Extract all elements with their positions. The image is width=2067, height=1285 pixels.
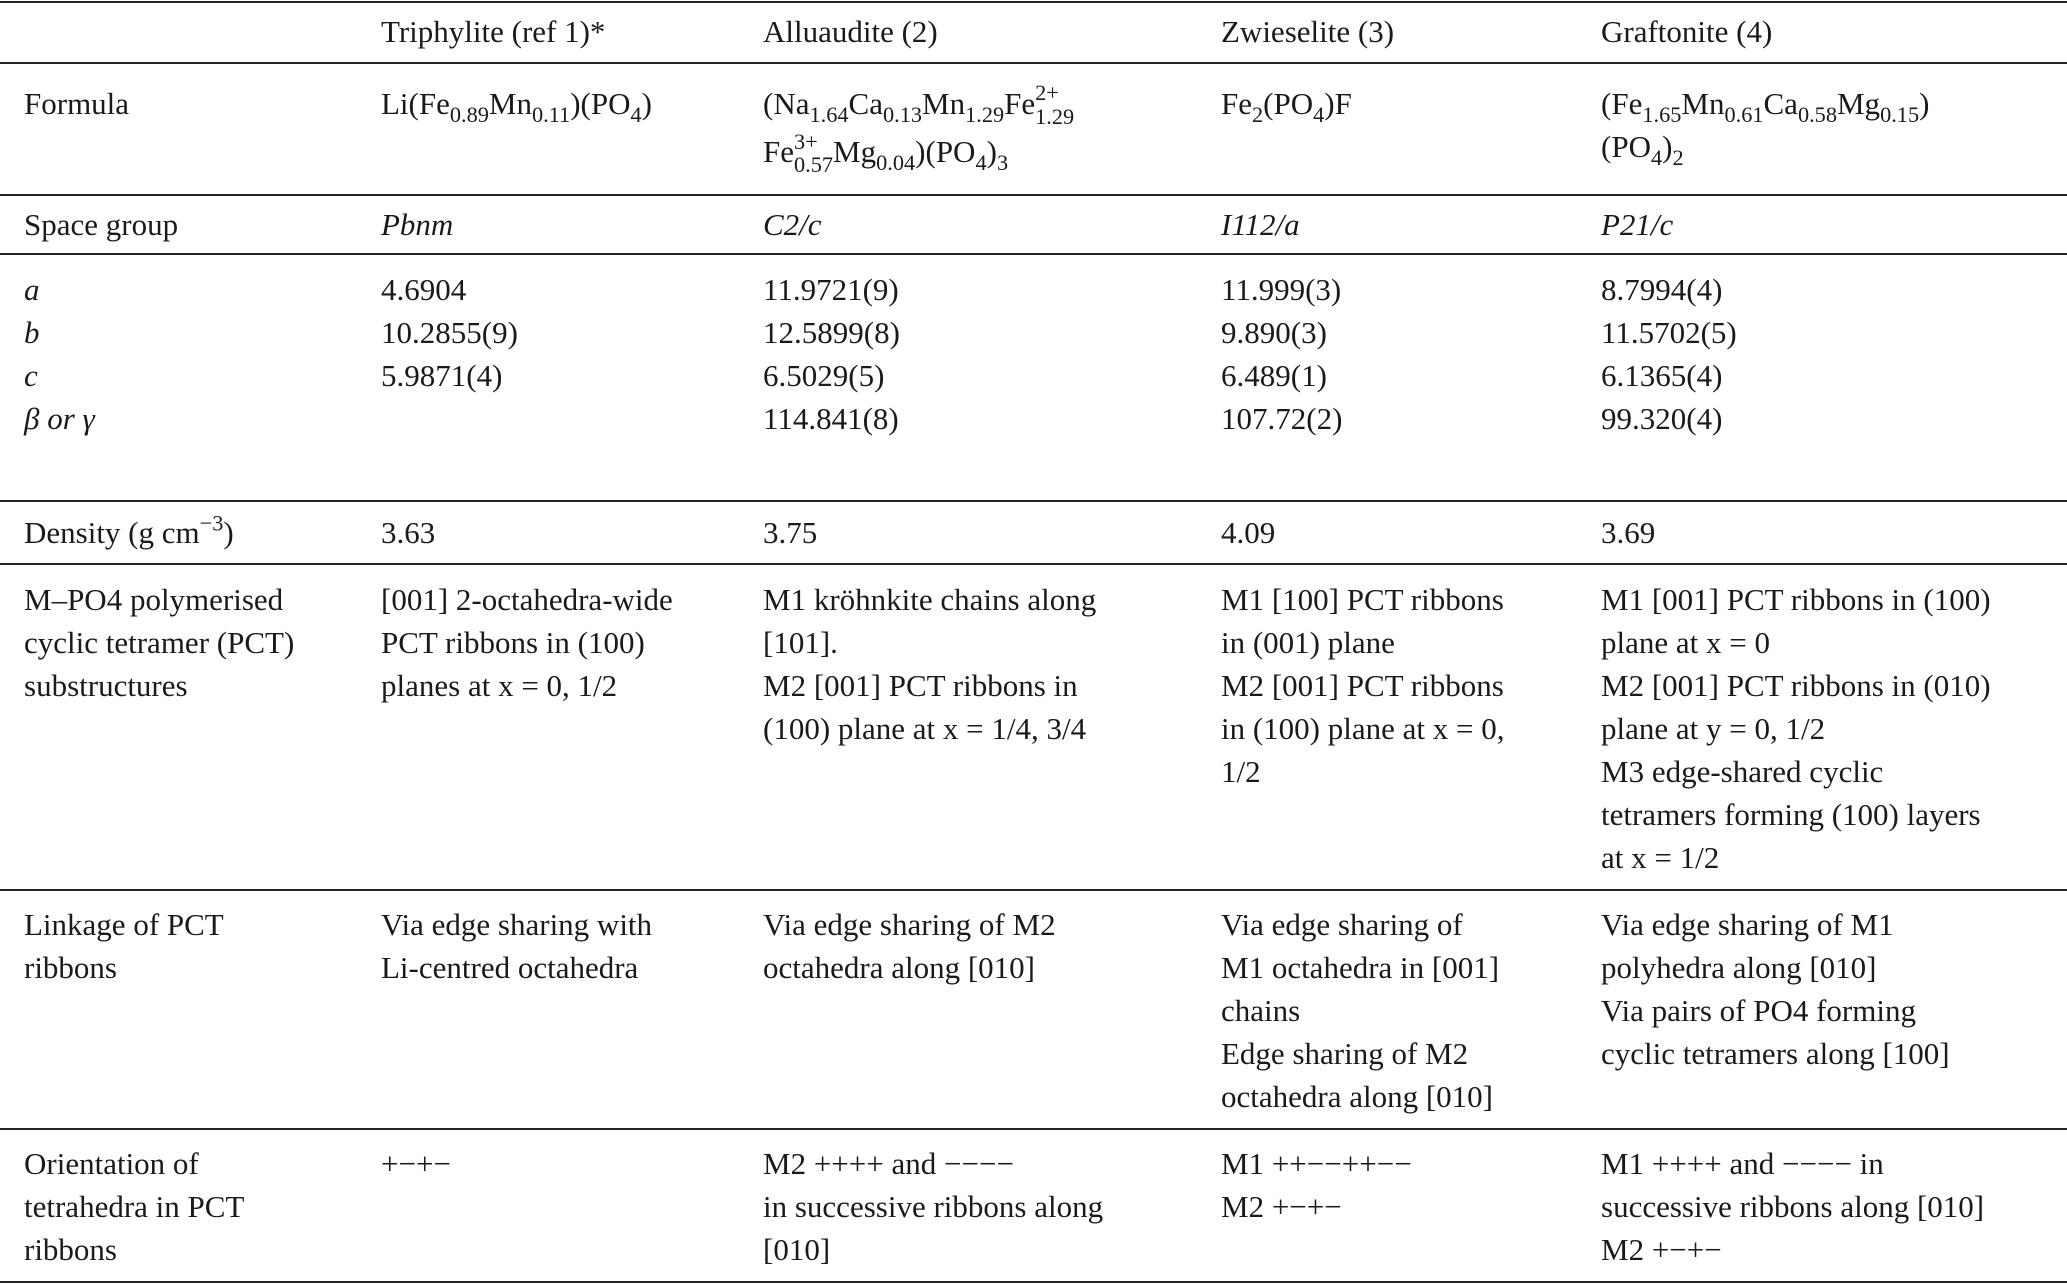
pct-label: M–PO4 polymerised cyclic tetramer (PCT) substructures: [24, 582, 295, 703]
orientation-graftonite: M1 ++++ and −−−− in successive ribbons along [010] M2 +−+−: [1601, 1146, 1985, 1267]
cell-params-zwieselite: 11.999(3) 9.890(3) 6.489(1) 107.72(2): [1221, 272, 1343, 436]
header-triphylite: Triphylite (ref 1)*: [381, 14, 606, 49]
orientation-triphylite: +−+−: [381, 1146, 451, 1181]
space-group-label: Space group: [24, 207, 179, 242]
pct-zwieselite: M1 [100] PCT ribbons in (001) plane M2 [001] PCT ribbons in (100) plane at x = 0, 1/2: [1221, 582, 1505, 789]
linkage-label: Linkage of PCT ribbons: [24, 907, 224, 985]
row-rule: [0, 889, 2067, 891]
row-rule: [0, 500, 2067, 502]
row-rule: [0, 194, 2067, 196]
linkage-alluaudite: Via edge sharing of M2 octahedra along [010]: [763, 907, 1056, 985]
pct-alluaudite: M1 kröhnkite chains along [101]. M2 [001] PCT ribbons in (100) plane at x = 1/4, 3/4: [763, 582, 1097, 746]
cell-params-alluaudite: 11.9721(9) 12.5899(8) 6.5029(5) 114.841(8): [763, 272, 900, 436]
pct-triphylite: [001] 2-octahedra-wide PCT ribbons in (100) planes at x = 0, 1/2: [381, 582, 673, 703]
header-graftonite: Graftonite (4): [1601, 14, 1773, 49]
space-group-alluaudite: C2/c: [763, 207, 822, 242]
cell-params-labels: a b c β or γ: [24, 272, 95, 436]
formula-alluaudite: ($Na_{1.64}Ca_{0.13}Mn_{1.29}Fe$ 2+ 1.29 Fe 3+ 0.57 $Mg_{0.04})(PO_4)_3$: [763, 80, 1075, 178]
cell-params-graftonite: 8.7994(4) 11.5702(5) 6.1365(4) 99.320(4): [1601, 272, 1737, 436]
density-graftonite: 3.69: [1601, 515, 1656, 550]
formula-zwieselite: $Fe_2(PO_4)F$: [1221, 86, 1352, 127]
row-rule: [0, 1128, 2067, 1130]
formula-triphylite: $Li(Fe_{0.89}Mn_{0.11})(PO_4)$: [381, 86, 652, 127]
linkage-zwieselite: Via edge sharing of M1 octahedra in [001] chains Edge sharing of M2 octahedra along [010]: [1221, 907, 1500, 1114]
row-rule: [0, 563, 2067, 565]
density-alluaudite: 3.75: [763, 515, 818, 550]
header-zwieselite: Zwieselite (3): [1221, 14, 1395, 49]
orientation-zwieselite: M1 ++−−++−− M2 +−+−: [1221, 1146, 1412, 1224]
table-top-rule: [0, 1, 2067, 3]
header-alluaudite: Alluaudite (2): [763, 14, 938, 49]
linkage-triphylite: Via edge sharing with Li-centred octahedra: [381, 907, 653, 985]
header-rule: [0, 62, 2067, 64]
row-rule: [0, 253, 2067, 255]
space-group-zwieselite: I112/a: [1221, 207, 1300, 242]
density-triphylite: 3.63: [381, 515, 436, 550]
orientation-alluaudite: M2 ++++ and −−−− in successive ribbons along [010]: [763, 1146, 1104, 1267]
space-group-triphylite: Pbnm: [381, 207, 454, 242]
cell-params-triphylite: 4.6904 10.2855(9) 5.9871(4): [381, 272, 518, 393]
table-bottom-rule: [0, 1281, 2067, 1283]
linkage-graftonite: Via edge sharing of M1 polyhedra along [010] Via pairs of PO4 forming cyclic tetramers along [100]: [1601, 907, 1950, 1071]
formula-graftonite: $(Fe_{1.65}Mn_{0.61}Ca_{0.58}Mg_{0.15})$ $(PO_4)_2$: [1601, 86, 1930, 170]
pct-graftonite: M1 [001] PCT ribbons in (100) plane at x = 0 M2 [001] PCT ribbons in (010) plane at y = 0, 1/2 M3 edge-shared cyclic tetramers forming (100) layers at x = 1/2: [1601, 582, 1991, 875]
space-group-graftonite: P21/c: [1601, 207, 1674, 242]
orientation-label: Orientation of tetrahedra in PCT ribbons: [24, 1146, 245, 1267]
density-label: Density (g $cm^{-3}$): [24, 510, 234, 550]
formula-label: Formula: [24, 86, 130, 121]
density-zwieselite: 4.09: [1221, 515, 1276, 550]
